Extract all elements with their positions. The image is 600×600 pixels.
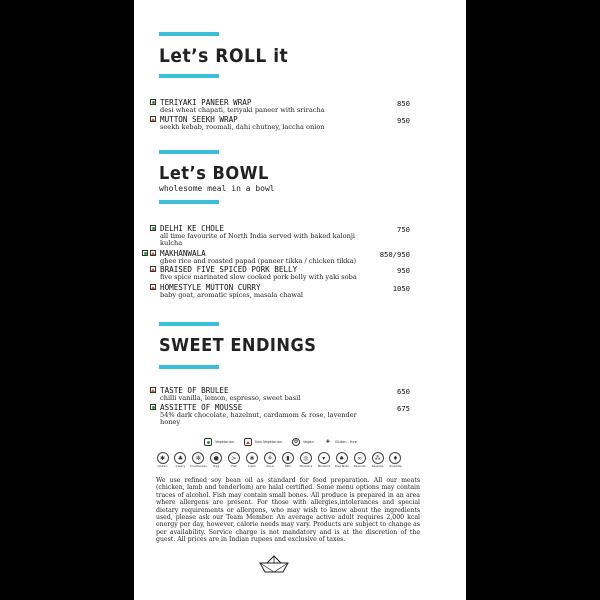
- allergen-label: Lupin: [248, 464, 257, 468]
- allergen-gluten: [154, 452, 171, 472]
- item-name: MAKHANWALA: [160, 249, 206, 258]
- item-name: TASTE OF BRULEE: [160, 386, 229, 395]
- legend-label: Vegan: [302, 440, 314, 444]
- allergen-row: [154, 452, 404, 472]
- diet-legend: [204, 436, 434, 448]
- item-name: TERIYAKI PANEER WRAP: [160, 98, 252, 107]
- item-price: 1050: [392, 284, 410, 293]
- sulphite-icon: ♦: [389, 452, 401, 464]
- menu-item: [150, 284, 410, 299]
- veg-symbol-icon: [204, 438, 212, 446]
- item-description: ghee rice and roasted papad (paneer tikka / chicken tikka): [160, 257, 357, 265]
- crustacean-icon: ✻: [192, 452, 204, 464]
- section-divider-bar: [159, 200, 219, 204]
- allergen-label: Mustard: [317, 464, 330, 468]
- sesame-icon: ⁂: [372, 452, 384, 464]
- legend-label: Gluten - free: [334, 440, 357, 444]
- allergen-label: Peanuts: [353, 464, 366, 468]
- allergen-milk: [279, 452, 296, 472]
- item-description: 54% dark chocolate, hazelnut, cardamom & rose, lavender honey: [160, 411, 357, 426]
- celery-icon: ♣: [174, 452, 186, 464]
- allergen-label: Crustacean: [189, 464, 207, 468]
- fish-icon: ≻: [228, 452, 240, 464]
- allergen-peanuts: [351, 452, 368, 472]
- veg-symbol-icon: [150, 225, 156, 231]
- item-name: BRAISED FIVE SPICED PORK BELLY: [160, 265, 298, 274]
- item-price: 650: [397, 387, 410, 396]
- legend-item: [204, 438, 234, 446]
- allergen-label: Milk: [284, 464, 291, 468]
- nonveg-symbol-icon: [244, 438, 252, 446]
- mustard-icon: ▾: [318, 452, 330, 464]
- menu-item: [150, 404, 410, 426]
- legend-label: Non-Vegetarian: [254, 440, 282, 444]
- nonveg-symbol-icon: [150, 387, 156, 393]
- item-name: HOMESTYLE MUTTON CURRY: [160, 283, 261, 292]
- allergen-celery: [172, 452, 189, 472]
- item-price: 950: [397, 116, 410, 125]
- item-description: all time favourite of North India served with baked kalonji kulcha: [160, 232, 355, 247]
- menu-page: [134, 0, 466, 600]
- item-name: MUTTON SEEKH WRAP: [160, 115, 238, 124]
- allergen-soya: [262, 452, 279, 472]
- menu-item: [150, 116, 410, 131]
- item-description: baby goat, aromatic spices, masala chawal: [160, 291, 304, 299]
- allergen-label: Egg: [213, 464, 220, 468]
- section-divider-bar: [159, 32, 219, 36]
- allergen-label: Gluten: [157, 464, 168, 468]
- section-subtitle: wholesome meal in a bowl: [159, 184, 275, 193]
- nonveg-symbol-icon: [150, 266, 156, 272]
- item-description: seekh kebab, roomali, dahi chutney, laccha onion: [160, 123, 325, 131]
- gluten-icon: ✱: [157, 452, 169, 464]
- allergen-label: Molluscs: [299, 464, 313, 468]
- allergen-label: Sesame: [371, 464, 384, 468]
- peanuts-icon: ∞: [354, 452, 366, 464]
- menu-item: [150, 99, 410, 114]
- section-title-roll: Let’s ROLL it: [159, 45, 289, 67]
- menu-item: [150, 250, 410, 265]
- legend-item: [324, 438, 357, 446]
- milk-icon: ▮: [282, 452, 294, 464]
- allergen-label: Tree Nuts: [334, 464, 349, 468]
- allergen-label: Celery: [175, 464, 186, 468]
- allergen-label: Fish: [231, 464, 238, 468]
- allergen-egg: [208, 452, 225, 472]
- allergen-label: Soya: [266, 464, 274, 468]
- veg-symbol-icon: [150, 99, 156, 105]
- nonveg-symbol-icon: [150, 284, 156, 290]
- allergen-lupin: [244, 452, 261, 472]
- allergen-mustard: [315, 452, 332, 472]
- allergen-sesame: [369, 452, 386, 472]
- legend-item: [244, 438, 282, 446]
- section-title-sweet: SWEET ENDINGS: [159, 335, 317, 356]
- item-price: 950: [397, 266, 410, 275]
- molluscs-icon: ◎: [300, 452, 312, 464]
- section-divider-bar: [159, 74, 219, 78]
- legend-item: [292, 438, 314, 446]
- menu-item: [150, 225, 410, 247]
- item-price: 850: [397, 99, 410, 108]
- vegan-leaf-icon: ✿: [293, 439, 299, 445]
- nonveg-symbol-icon: [150, 116, 156, 122]
- legend-label: Vegetarian: [215, 440, 234, 444]
- soya-icon: ⚘: [264, 452, 276, 464]
- tree-nuts-icon: ♠: [336, 452, 348, 464]
- paper-boat-logo-icon: [258, 555, 290, 575]
- menu-footnote: We use refined soy bean oil as standard for food preparation. All our meats (chicken, lamb and tenderloin) are halal certified. Some menu options may contain traces of alcohol. Fish may contain small bones. All produce is prepared in an area where allergens are present. For those with allergies,intolerances and special dietary requirements or allergens, who may wish to know about the ingredients used, please ask our Team Member. An average active adult requires 2,000 kcal energy per day, however, calorie needs may vary. Products are subject to change as per availability. Service charge is not mandatory and is at the discretion of the guest. All prices are in Indian rupees and exclusive of taxes.: [156, 477, 420, 544]
- allergen-fish: [226, 452, 243, 472]
- item-price: 750: [397, 225, 410, 234]
- gluten-free-icon: ✚: [325, 439, 330, 445]
- menu-item: [150, 266, 410, 281]
- menu-item: [150, 387, 410, 402]
- allergen-label: Sulphite: [389, 464, 402, 468]
- allergen-molluscs: [297, 452, 314, 472]
- item-description: five spice marinated slow cooked pork belly with yaki soba: [160, 273, 357, 281]
- allergen-tree-nuts: [333, 452, 350, 472]
- section-divider-bar: [159, 150, 219, 154]
- allergen-sulphite: [387, 452, 404, 472]
- section-title-bowl: Let’s BOWL: [159, 163, 269, 184]
- item-name: DELHI KE CHOLE: [160, 224, 225, 233]
- veg-symbol-icon: [150, 404, 156, 410]
- item-price: 675: [397, 404, 410, 413]
- item-description: desi wheat chapati, teriyaki paneer with sriracha: [160, 106, 325, 114]
- egg-icon: ●: [210, 452, 222, 464]
- item-price: 850/950: [379, 250, 410, 259]
- item-name: ASSIETTE OF MOUSSE: [160, 403, 243, 412]
- allergen-crustacean: [190, 452, 207, 472]
- item-description: chilli vanilla, lemon, espresso, sweet basil: [160, 394, 301, 402]
- section-divider-bar: [159, 322, 219, 326]
- lupin-icon: ❀: [246, 452, 258, 464]
- nonveg-symbol-icon: [150, 250, 156, 256]
- veg-symbol-icon: [142, 250, 148, 256]
- section-divider-bar: [159, 365, 219, 369]
